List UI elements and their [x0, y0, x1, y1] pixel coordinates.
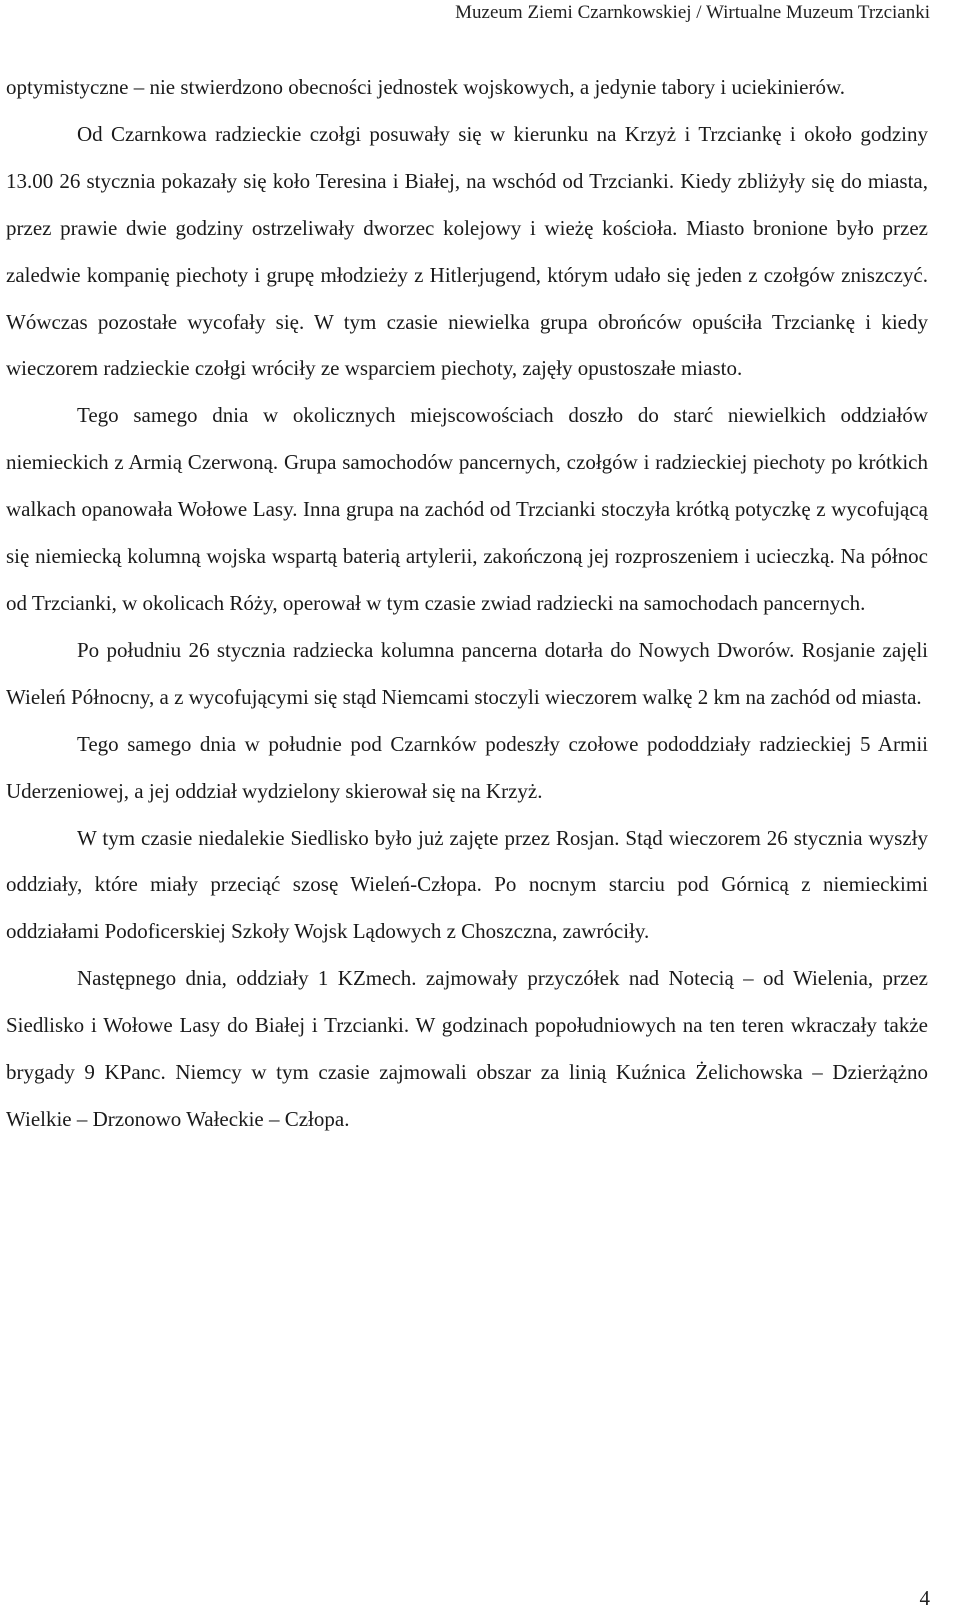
- paragraph: Tego samego dnia w okolicznych miejscowościach doszło do starć niewielkich oddziałów niemieckich z Armią Czerwoną. Grupa samochodów pancernych, czołgów i radzieckiej piechoty po krótkich walkach opanowała Wołowe Lasy. Inna grupa na zachód od Trzcianki stoczyła krótką potyczkę z wycofującą się niemiecką kolumną wojska wspartą baterią artylerii, zakończoną jej rozproszeniem i ucieczką. Na północ od Trzcianki, w okolicach Róży, operował w tym czasie zwiad radziecki na samochodach pancernych.: [6, 403, 928, 615]
- page-number: 4: [919, 1586, 930, 1610]
- document-body: [6, 64, 928, 1143]
- paragraph: Po południu 26 stycznia radziecka kolumna pancerna dotarła do Nowych Dworów. Rosjanie zajęli Wieleń Północny, a z wycofującymi się stąd Niemcami stoczyli wieczorem walkę 2 km na zachód od miasta.: [6, 637, 928, 709]
- page-header: Muzeum Ziemi Czarnkowskiej / Wirtualne Muzeum Trzcianki: [455, 2, 930, 23]
- paragraph: Od Czarnkowa radzieckie czołgi posuwały się w kierunku na Krzyż i Trzciankę i około godziny 13.00 26 stycznia pokazały się koło Teresina i Białej, na wschód od Trzcianki. Kiedy zbliżyły się do miasta, przez prawie dwie godziny ostrzeliwały dworzec kolejowy i wieżę kościoła. Miasto bronione było przez zaledwie kompanię piechoty i grupę młodzieży z Hitlerjugend, którym udało się jeden z czołgów zniszczyć. Wówczas pozostałe wycofały się. W tym czasie niewielka grupa obrońców opuściła Trzciankę i kiedy wieczorem radzieckie czołgi wróciły ze wsparciem piechoty, zajęły opustoszałe miasto.: [6, 121, 928, 381]
- paragraph-continuation: optymistyczne – nie stwierdzono obecności jednostek wojskowych, a jedynie tabory i uciekinierów.: [6, 75, 846, 99]
- paragraph: Tego samego dnia w południe pod Czarnków podeszły czołowe pododdziały radzieckiej 5 Armii Uderzeniowej, a jej oddział wydzielony skierował się na Krzyż.: [6, 731, 928, 803]
- paragraph: Następnego dnia, oddziały 1 KZmech. zajmowały przyczółek nad Notecią – od Wielenia, przez Siedlisko i Wołowe Lasy do Białej i Trzcianki. W godzinach popołudniowych na ten teren wkraczały także brygady 9 KPanc. Niemcy w tym czasie zajmowali obszar za linią Kuźnica Żelichowska – Dzierżążno Wielkie – Drzonowo Wałeckie – Człopa.: [6, 966, 928, 1131]
- paragraph: W tym czasie niedalekie Siedlisko było już zajęte przez Rosjan. Stąd wieczorem 26 stycznia wyszły oddziały, które miały przeciąć szosę Wieleń-Człopa. Po nocnym starciu pod Górnicą z niemieckimi oddziałami Podoficerskiej Szkoły Wojsk Lądowych z Choszczna, zawróciły.: [6, 825, 928, 944]
